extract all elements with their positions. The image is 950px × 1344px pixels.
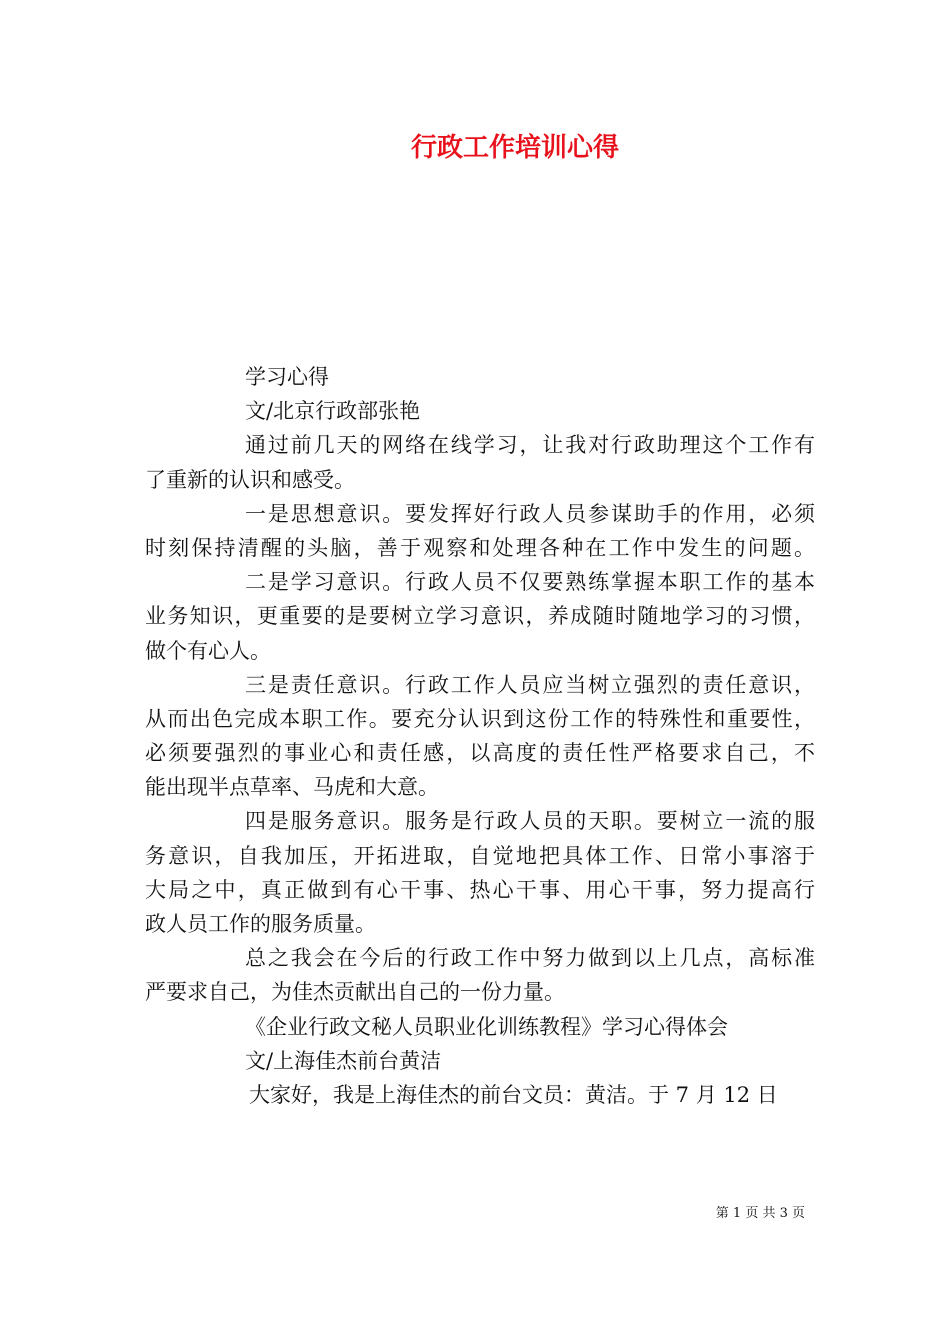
- paragraph-line: 四是服务意识。服务是行政人员的天职。要树立一流的服: [245, 809, 815, 834]
- document-body: [145, 360, 815, 1112]
- paragraph-line: 二是学习意识。行政人员不仅要熟练掌握本职工作的基本: [245, 570, 815, 595]
- paragraph-line: 通过前几天的网络在线学习，让我对行政助理这个工作有: [245, 433, 815, 458]
- paragraph-line: 能出现半点草率、马虎和大意。: [145, 775, 439, 800]
- paragraph-line: 大局之中，真正做到有心干事、热心干事、用心干事，努力提高行: [145, 877, 815, 902]
- paragraph-line: 严要求自己，为佳杰贡献出自己的一份力量。: [145, 980, 565, 1005]
- paragraph-line: 业务知识，更重要的是要树立学习意识，养成随时随地学习的习惯，: [145, 604, 815, 629]
- paragraph-line: 做个有心人。: [145, 638, 271, 663]
- section-heading: 学习心得: [245, 365, 329, 389]
- paragraph-line: 必须要强烈的事业心和责任感，以高度的责任性严格要求自己，不: [145, 741, 815, 766]
- paragraph-line: 政人员工作的服务质量。: [145, 912, 376, 936]
- paragraph-line: 务意识，自我加压，开拓进取，自觉地把具体工作、日常小事溶于: [145, 843, 815, 868]
- author-line: 文/上海佳杰前台黄洁: [245, 1048, 442, 1073]
- author-line: 文/北京行政部张艳: [245, 399, 421, 424]
- paragraph-line: 从而出色完成本职工作。要充分认识到这份工作的特殊性和重要性，: [145, 706, 815, 731]
- section-heading: 《企业行政文秘人员职业化训练教程》学习心得体会: [245, 1014, 728, 1039]
- document-title: 行政工作培训心得: [410, 133, 619, 163]
- page-indicator: 第 1 页 共 3 页: [715, 1206, 805, 1221]
- paragraph-line: 大家好，我是上海佳杰的前台文员：黄洁。于 7 月 12 日: [249, 1082, 778, 1107]
- paragraph-line: 总之我会在今后的行政工作中努力做到以上几点，高标准: [245, 946, 815, 971]
- paragraph-line: 时刻保持清醒的头脑，善于观察和处理各种在工作中发生的问题。: [145, 535, 815, 560]
- paragraph-line: 一是思想意识。要发挥好行政人员参谋助手的作用，必须: [245, 501, 815, 526]
- paragraph-line: 了重新的认识和感受。: [145, 467, 355, 492]
- paragraph-line: 三是责任意识。行政工作人员应当树立强烈的责任意识，: [245, 672, 815, 697]
